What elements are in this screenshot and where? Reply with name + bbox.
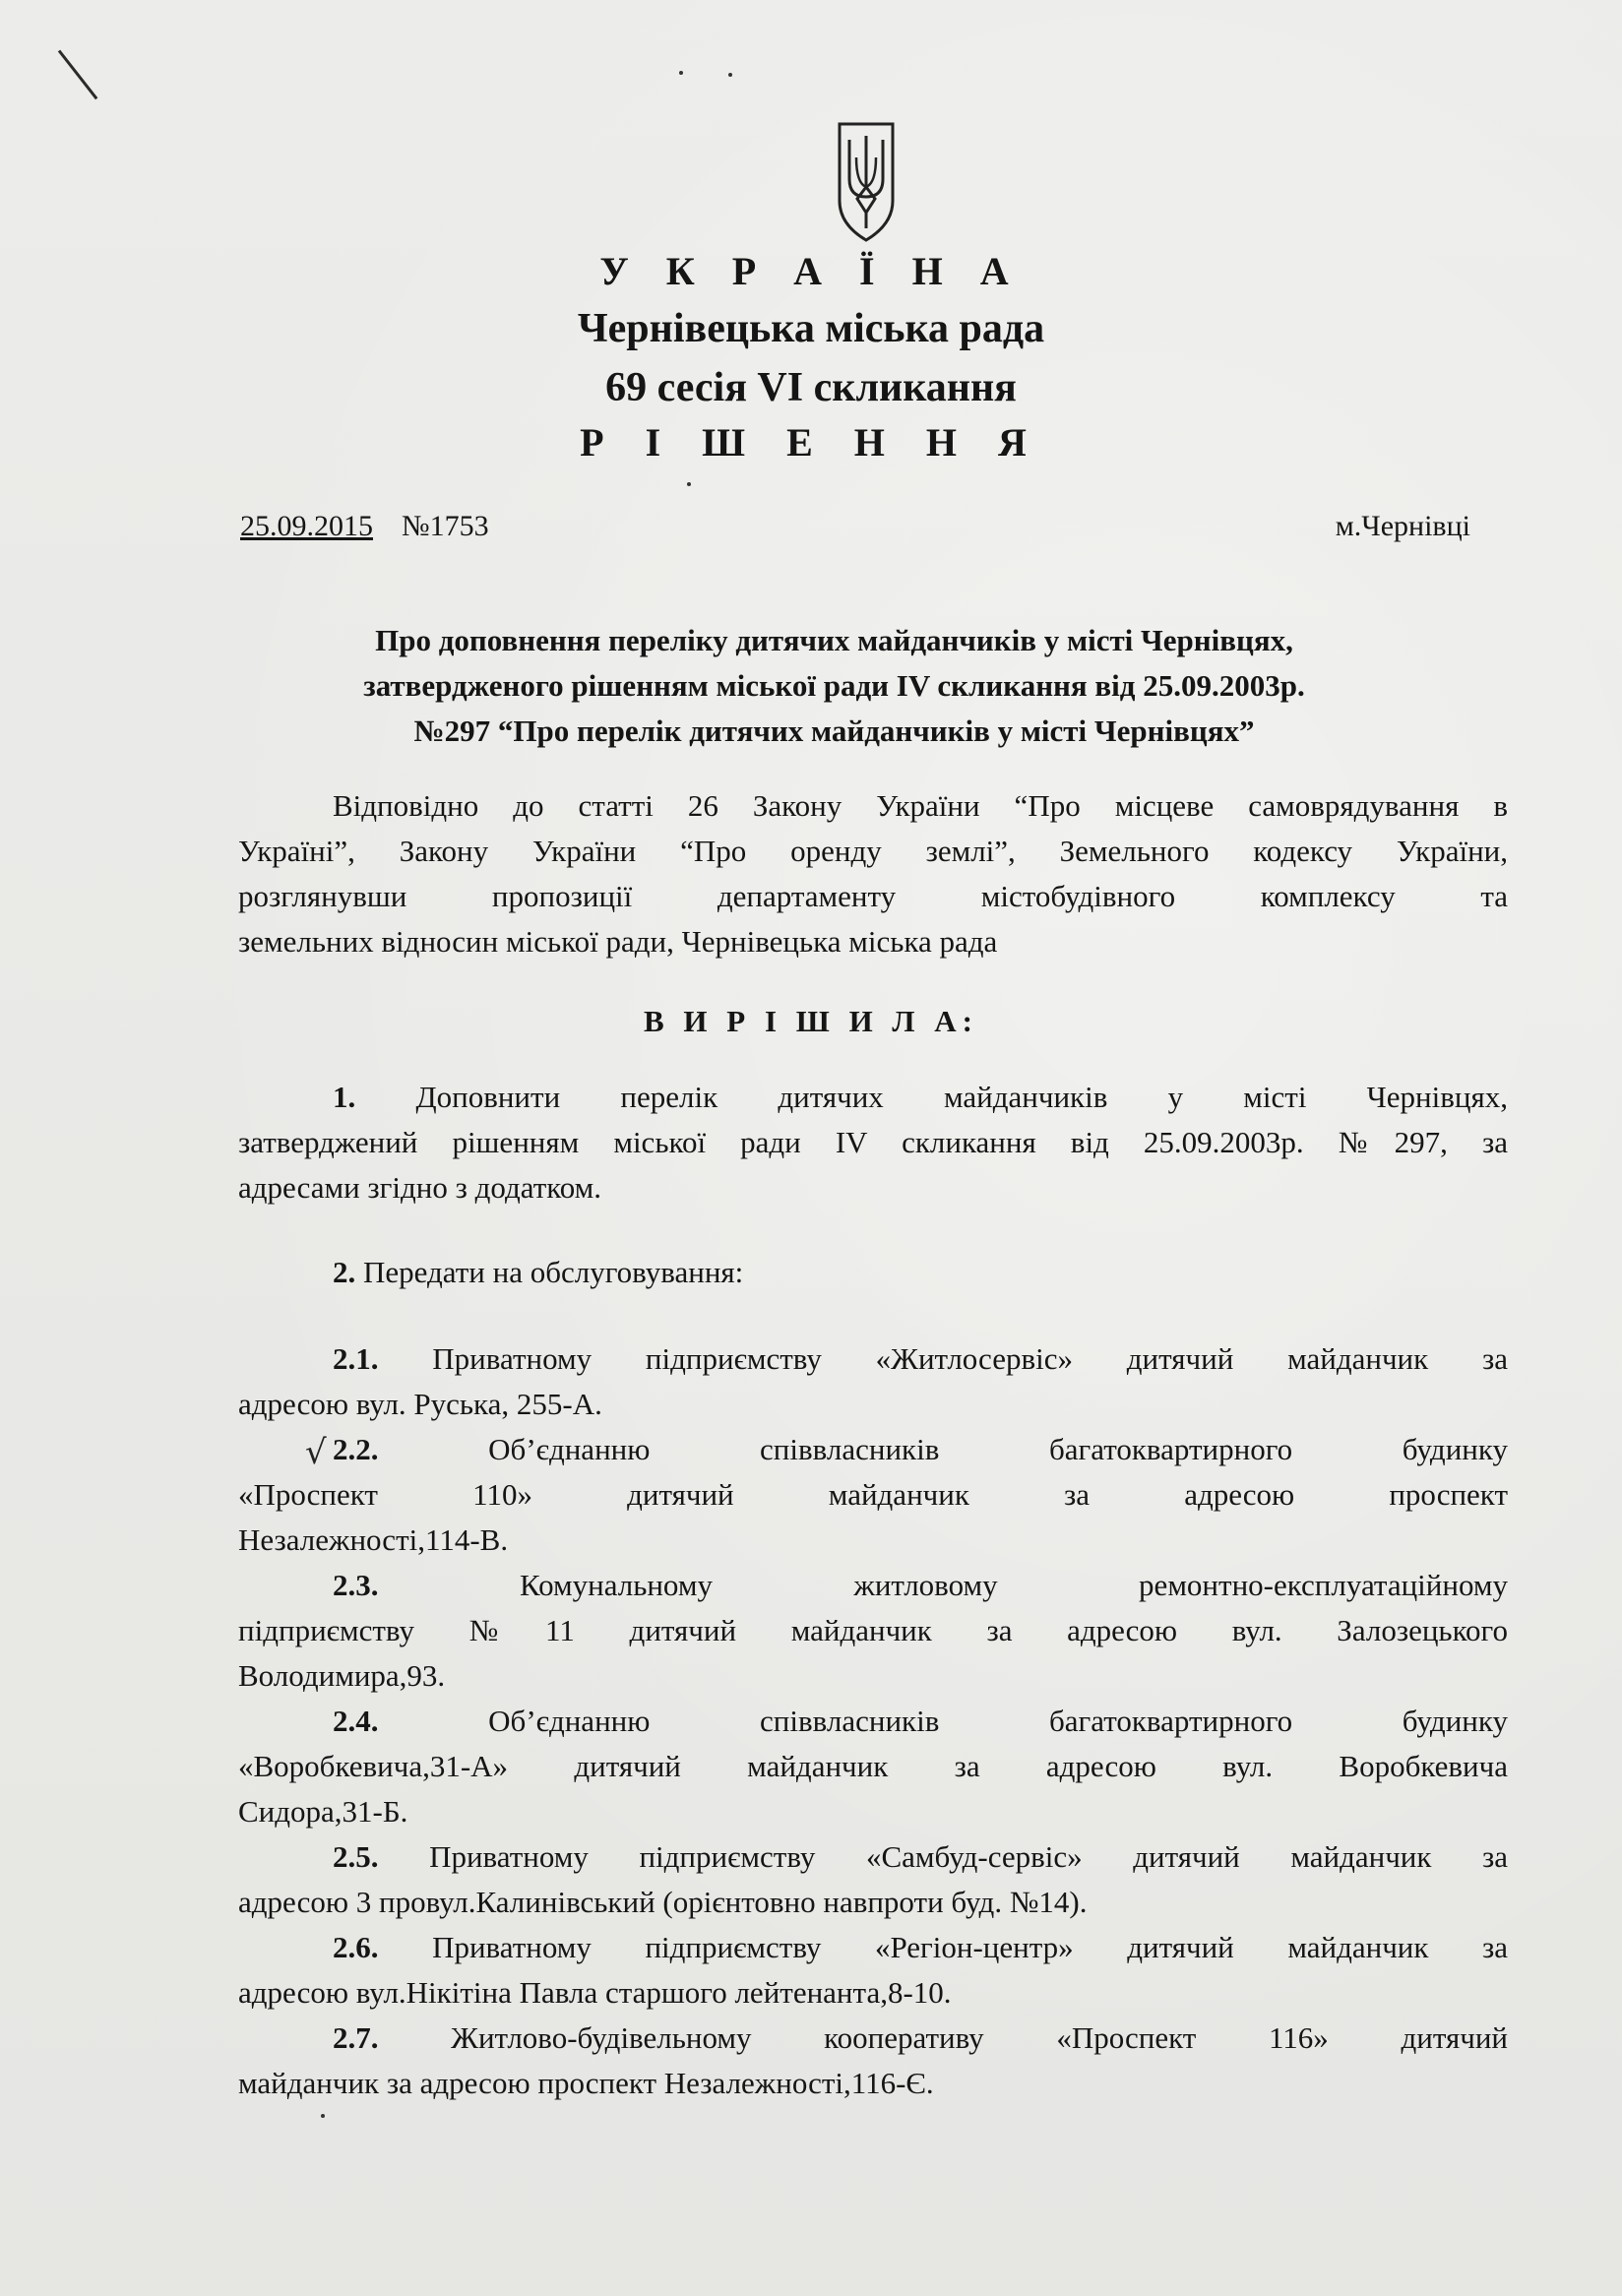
item-line-text: Приватному підприємству «Житлосервіс» дитячий майданчик за [432, 1341, 1508, 1376]
item-number: 2.4. [333, 1704, 379, 1738]
item-1 [238, 1075, 1508, 1210]
scan-dot [728, 73, 732, 77]
title-line: затвердженого рішенням міської ради IV скликання від 25.09.2003р. [363, 668, 1305, 703]
item-line [238, 1563, 1508, 1608]
item-2-3 [238, 1563, 1508, 1699]
item-number: 2. [333, 1255, 356, 1289]
item-number: 2.7. [333, 2020, 379, 2055]
preamble-line: земельних відносин міської ради, Чернівецька міська рада [238, 924, 998, 959]
item-2 [238, 1250, 1508, 1295]
checkmark-icon: √ [305, 1433, 327, 1472]
decision-date: 25.09.2015 [240, 510, 373, 542]
trident-emblem-icon [832, 118, 901, 246]
item-line: затверджений рішенням міської ради IV скликання від 25.09.2003р. №297, за [238, 1125, 1508, 1159]
session-heading: 69 сесія VI скликання [605, 365, 1017, 410]
item-number: 2.5. [333, 1839, 379, 1874]
item-number: 2.3. [333, 1568, 379, 1602]
item-line: Незалежності,114-В. [238, 1522, 509, 1557]
preamble-line: Україні”, Закону України “Про оренду землі”, Земельного кодексу України, [238, 834, 1508, 868]
item-line [238, 1336, 1508, 1382]
item-line-text: Доповнити перелік дитячих майданчиків у місті Чернівцях, [415, 1080, 1508, 1114]
item-line: «Проспект 110» дитячий майданчик за адресою проспект [238, 1477, 1508, 1512]
preamble [238, 783, 1508, 964]
item-line-text: Приватному підприємству «Самбуд-сервіс» дитячий майданчик за [429, 1839, 1508, 1874]
scan-dot [687, 482, 691, 486]
item-2-2 [238, 1427, 1508, 1563]
title-line: №297 “Про перелік дитячих майданчиків у місті Чернівцях” [413, 714, 1255, 748]
preamble-line: розглянувши пропозиції департаменту містобудівного комплексу та [238, 879, 1508, 913]
decision-title [236, 618, 1432, 754]
item-number: 2.6. [333, 1930, 379, 1964]
title-line: Про доповнення переліку дитячих майданчиків у місті Чернівцях, [375, 623, 1293, 657]
item-2-5 [238, 1834, 1508, 1925]
item-line: адресою вул. Руська, 255-А. [238, 1387, 602, 1421]
item-line [238, 1699, 1508, 1744]
item-line: адресами згідно з додатком. [238, 1170, 602, 1205]
decision-date-number [240, 510, 489, 543]
preamble-line [238, 783, 1508, 829]
decision-number: №1753 [402, 510, 489, 542]
scan-mark [58, 50, 98, 100]
item-line-text: Об’єднанню співвласників багатоквартирного будинку [488, 1704, 1509, 1738]
item-line [238, 1250, 1508, 1295]
item-line: майданчик за адресою проспект Незалежності,116-Є. [238, 2066, 934, 2100]
decision-city: м.Чернівці [1335, 510, 1470, 542]
item-line [238, 1834, 1508, 1880]
preamble-line-text: Відповідно до статті 26 Закону України “Про місцеве самоврядування в [333, 788, 1508, 823]
item-line: адресою 3 провул.Калинівський (орієнтовно навпроти буд. №14). [238, 1885, 1088, 1919]
item-number: 2.1. [333, 1341, 379, 1376]
item-2-4 [238, 1699, 1508, 1834]
item-line-text: Житлово-будівельному кооперативу «Проспект 116» дитячий [451, 2020, 1508, 2055]
item-2-1 [238, 1336, 1508, 1427]
item-line: «Воробкевича,31-А» дитячий майданчик за адресою вул. Воробкевича [238, 1749, 1508, 1783]
item-line-text: Приватному підприємству «Регіон-центр» дитячий майданчик за [432, 1930, 1508, 1964]
item-line [238, 1075, 1508, 1120]
item-number: 2.2. [333, 1432, 379, 1466]
item-line: Володимира,93. [238, 1658, 446, 1693]
item-line: адресою вул.Нікітіна Павла старшого лейтенанта,8-10. [238, 1975, 952, 2010]
item-line: підприємству №11 дитячий майданчик за адресою вул. Залозецького [238, 1613, 1508, 1647]
item-line-text: Передати на обслуговування: [363, 1255, 744, 1289]
country-heading: У К Р А Ї Н А [599, 249, 1023, 293]
item-line-text: Об’єднанню співвласників багатоквартирного будинку [488, 1432, 1509, 1466]
item-line-text: Комунальному житловому ремонтно-експлуатаційному [519, 1568, 1508, 1602]
council-heading: Чернівецька міська рада [577, 306, 1045, 351]
item-line [238, 1925, 1508, 1970]
resolved-heading: В И Р І Ш И Л А: [643, 1004, 978, 1038]
scan-dot [321, 2114, 325, 2118]
item-line: Сидора,31-Б. [238, 1794, 408, 1829]
item-2-6 [238, 1925, 1508, 2016]
item-number: 1. [333, 1080, 356, 1114]
item-line [238, 1427, 1508, 1472]
decision-heading: Р І Ш Е Н Н Я [580, 420, 1042, 465]
item-2-7 [238, 2016, 1508, 2106]
item-line [238, 2016, 1508, 2061]
scan-dot [679, 71, 683, 75]
